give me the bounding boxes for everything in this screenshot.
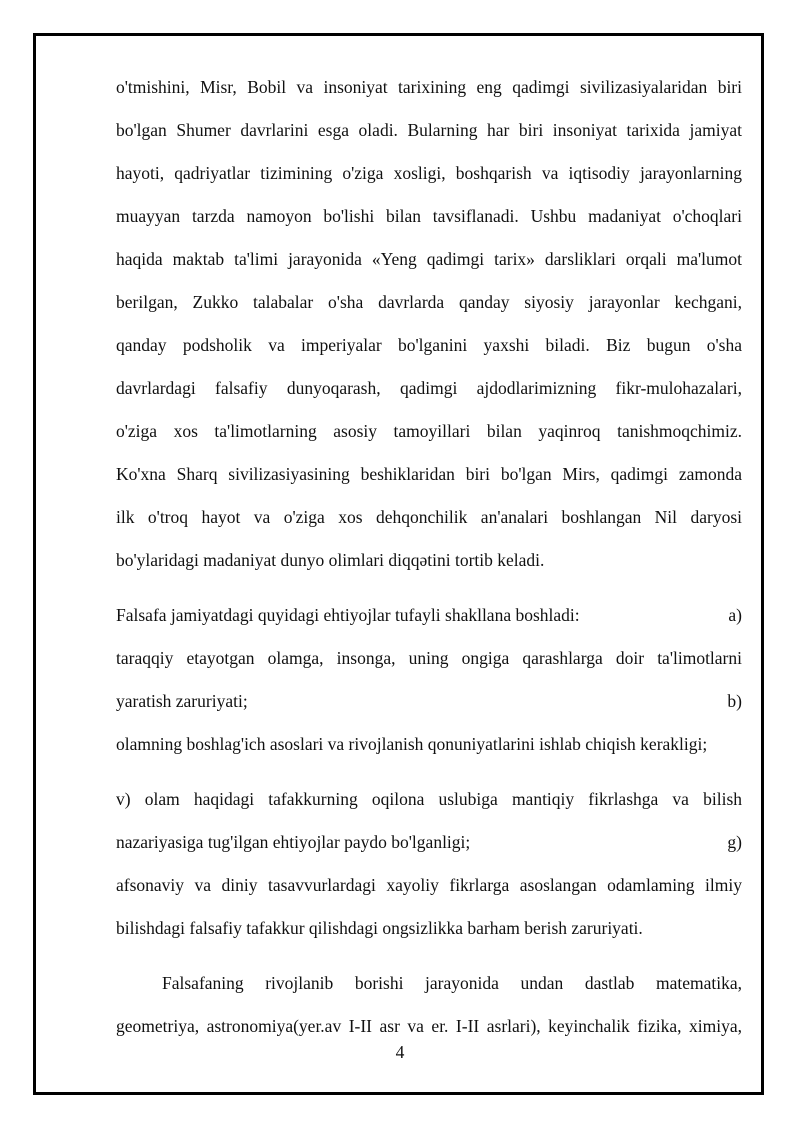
paragraph-1-line: o'tmishini, Misr, Bobil va insoniyat tarixining eng qadimgi sivilizasiyalaridan biri (116, 77, 742, 97)
paragraph-1-line: bo'ylaridagi madaniyat dunyo olimlari diqqətini tortib keladi. (116, 550, 545, 570)
paragraph-2-text: yaratish zaruriyati; (116, 691, 248, 711)
paragraph-2-line: olamning boshlag'ich asoslari va rivojlanish qonuniyatlarini ishlab chiqish kerakligi; (116, 734, 708, 754)
paragraph-3-text: nazariyasiga tug'ilgan ehtiyojlar paydo bo'lganligi; (116, 832, 471, 852)
paragraph-2-line (116, 604, 742, 626)
paragraph-1-line: ilk o'troq hayot va o'ziga xos dehqonchilik an'analari boshlangan Nil daryosi (116, 507, 742, 527)
paragraph-4-line: Falsafaning rivojlanib borishi jarayonida undan dastlab matematika, (162, 973, 742, 993)
paragraph-3-line: bilishdagi falsafiy tafakkur qilishdagi ongsizlikka barham berish zaruriyati. (116, 918, 643, 938)
paragraph-1-line: hayoti, qadriyatlar tizimining o'ziga xosligi, boshqarish va iqtisodiy jarayonlarning (116, 163, 742, 183)
page-number: 4 (395, 1042, 405, 1062)
paragraph-4-line: geometriya, astronomiya(yer.av I-II asr va er. I-II asrlari), keyinchalik fizika, ximiya, (116, 1016, 742, 1036)
paragraph-1-line: muayyan tarzda namoyon bo'lishi bilan tavsiflanadi. Ushbu madaniyat o'choqlari (116, 206, 742, 226)
list-marker: g) (727, 832, 742, 852)
paragraph-2-line: taraqqiy etayotgan olamga, insonga, uning ongiga qarashlarga doir ta'limotlarni (116, 648, 742, 668)
paragraph-3-line: v) olam haqidagi tafakkurning oqilona uslubiga mantiqiy fikrlashga va bilish (116, 789, 742, 809)
paragraph-1-line: Ko'xna Sharq sivilizasiyasining beshiklaridan biri bo'lgan Mirs, qadimgi zamonda (116, 464, 742, 484)
paragraph-1-line: o'ziga xos ta'limotlarning asosiy tamoyillari bilan yaqinroq tanishmoqchimiz. (116, 421, 742, 441)
paragraph-3-line (116, 831, 742, 853)
list-marker: a) (728, 605, 742, 625)
paragraph-2-text: Falsafa jamiyatdagi quyidagi ehtiyojlar tufayli shakllana boshladi: (116, 605, 580, 625)
paragraph-1-line: davrlardagi falsafiy dunyoqarash, qadimgi ajdodlarimizning fikr-mulohazalari, (116, 378, 742, 398)
paragraph-1-line: bo'lgan Shumer davrlarini esga oladi. Bularning har biri insoniyat tarixida jamiyat (116, 120, 742, 140)
paragraph-1-line: haqida maktab ta'limi jarayonida «Yeng qadimgi tarix» darsliklari orqali ma'lumot (116, 249, 742, 269)
paragraph-1-line: berilgan, Zukko talabalar o'sha davrlarda qanday siyosiy jarayonlar kechgani, (116, 292, 742, 312)
paragraph-3-line: afsonaviy va diniy tasavvurlardagi xayoliy fikrlarga asoslangan odamlaming ilmiy (116, 875, 742, 895)
paragraph-1-line: qanday podsholik va imperiyalar bo'lganini yaxshi biladi. Biz bugun o'sha (116, 335, 742, 355)
paragraph-2-line (116, 690, 742, 712)
list-marker: b) (727, 691, 742, 711)
